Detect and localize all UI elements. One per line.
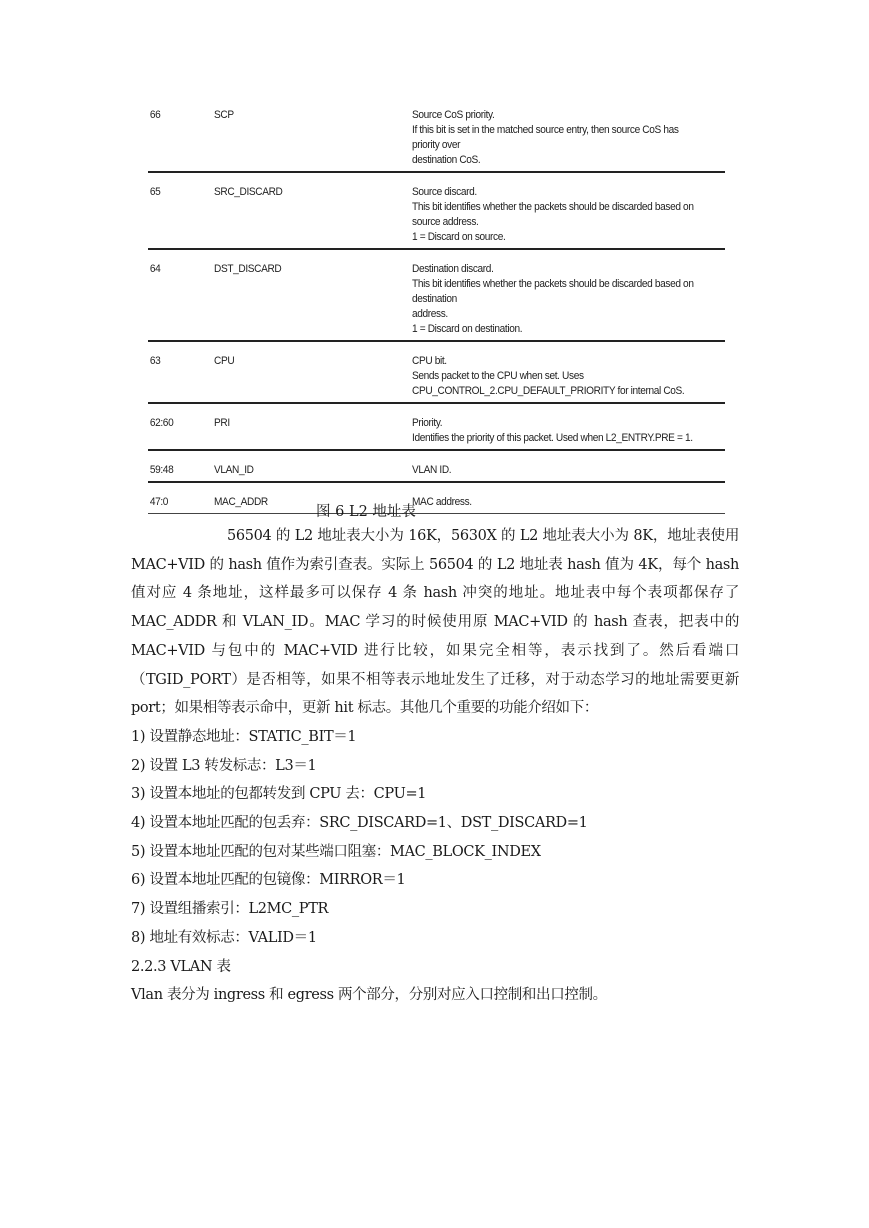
field-description: Source CoS priority. If this bit is set in the matched source entry, then source CoS has priority over destination CoS. xyxy=(412,109,679,166)
bit-range: 64 xyxy=(149,263,161,275)
table-row xyxy=(148,483,725,514)
field-name: SCP xyxy=(214,109,234,121)
field-name: PRI xyxy=(214,417,230,429)
table-row xyxy=(148,173,725,250)
document-body xyxy=(131,522,739,1010)
field-description: MAC address. xyxy=(412,496,472,508)
field-description: VLAN ID. xyxy=(412,464,452,476)
closing-paragraph: Vlan 表分为 ingress 和 egress 两个部分，分别对应入口控制和出口控制。 xyxy=(131,987,607,1004)
bit-range: 66 xyxy=(149,109,161,121)
list-item: 1) 设置静态地址：STATIC_BIT＝1 xyxy=(131,728,357,745)
list-item: 8) 地址有效标志：VALID＝1 xyxy=(131,929,317,946)
bit-range: 47:0 xyxy=(149,496,169,508)
list-item: 3) 设置本地址的包都转发到 CPU 去：CPU=1 xyxy=(131,786,427,803)
bit-range: 59:48 xyxy=(149,464,174,476)
field-name: MAC_ADDR xyxy=(214,496,268,508)
field-description: CPU bit. Sends packet to the CPU when set. Uses CPU_CONTROL_2.CPU_DEFAULT_PRIORITY for internal CoS. xyxy=(412,355,685,397)
figure-caption: 图 6 L2 地址表 xyxy=(316,504,416,520)
list-item: 6) 设置本地址匹配的包镜像：MIRROR＝1 xyxy=(131,872,406,889)
bit-range: 62:60 xyxy=(149,417,174,429)
field-name: DST_DISCARD xyxy=(214,263,282,275)
body-paragraph: 56504 的 L2 地址表大小为 16K，5630X 的 L2 地址表大小为 8K，地址表使用 MAC+VID 的 hash 值作为索引查表。实际上 56504 的 L2 地址表 hash 值为 4K，每个 hash 值对应 4 条地址，这样最多可以保存 4 条 hash 冲突的地址。地址表中每个表项都保存了 MAC_ADDR 和 VLAN_ID。MAC 学习的时候使用原 MAC+VID 的 hash 查表，把表中的 MAC+VID 与包中的 MAC+VID 进行比较，如果完全相等，表示找到了。然后看端口（TGID_PORT）是否相等，如果不相等表示地址发生了迁移，对于动态学习的地址需要更新 port；如果相等表示命中，更新 hit 标志。其他几个重要的功能介绍如下： xyxy=(131,528,739,717)
list-item: 7) 设置组播索引：L2MC_PTR xyxy=(131,901,329,918)
bit-range: 63 xyxy=(149,355,161,367)
list-item: 4) 设置本地址匹配的包丢弃：SRC_DISCARD=1、DST_DISCARD=1 xyxy=(131,815,588,832)
field-description: Destination discard. This bit identifies whether the packets should be discarded based on destination address. 1 = Discard on destination. xyxy=(412,263,694,335)
field-name: SRC_DISCARD xyxy=(214,186,283,198)
list-item: 5) 设置本地址匹配的包对某些端口阻塞：MAC_BLOCK_INDEX xyxy=(131,843,541,860)
field-name: VLAN_ID xyxy=(214,464,254,476)
field-name: CPU xyxy=(214,355,235,367)
table-row xyxy=(148,342,725,404)
field-description: Priority. Identifies the priority of this packet. Used when L2_ENTRY.PRE = 1. xyxy=(412,417,693,444)
table-row xyxy=(148,250,725,342)
list-item: 2) 设置 L3 转发标志：L3＝1 xyxy=(131,757,317,774)
section-heading: 2.2.3 VLAN 表 xyxy=(131,958,231,975)
l2-entry-field-table xyxy=(148,98,725,514)
field-description: Source discard. This bit identifies whether the packets should be discarded based on source address. 1 = Discard on source. xyxy=(412,186,694,243)
table-row xyxy=(148,98,725,173)
bit-range: 65 xyxy=(149,186,161,198)
table-row xyxy=(148,404,725,451)
table-row xyxy=(148,451,725,483)
